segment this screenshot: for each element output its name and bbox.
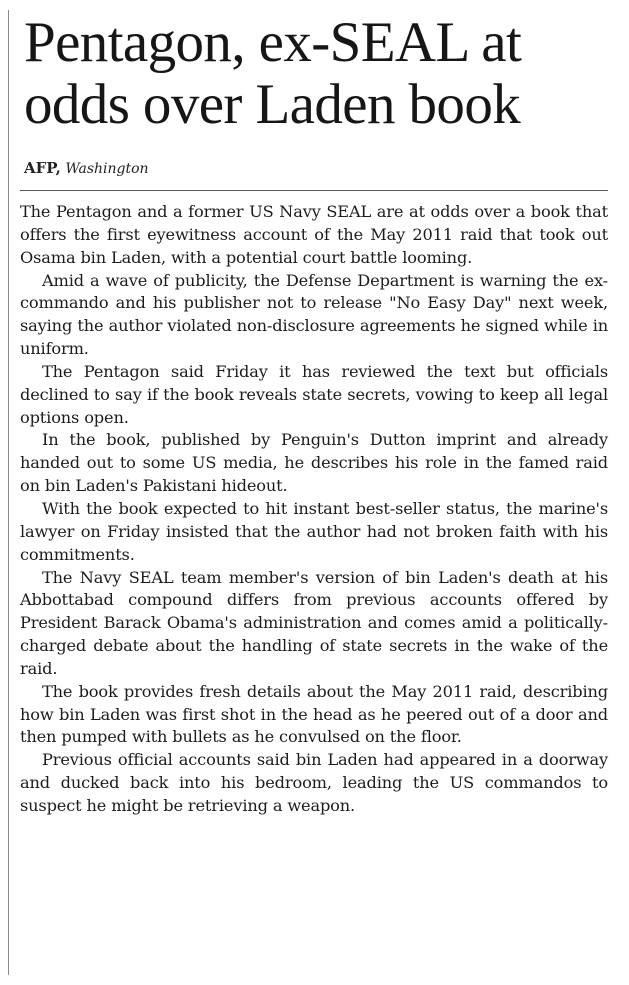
paragraph: In the book, published by Penguin's Dutton imprint and already handed out to some US media, he describes his role in the famed raid on bin Laden's Pakistani hideout.	[20, 430, 608, 496]
paragraph: With the book expected to hit instant best-seller status, the marine's lawyer on Friday insisted that the author had not broken faith with his commitments.	[20, 498, 608, 564]
dateline	[24, 159, 149, 177]
byline-divider	[20, 190, 608, 191]
agency-credit: AFP,	[24, 159, 61, 177]
paragraph: The Navy SEAL team member's version of bin Laden's death at his Abbottabad compound differs from previous accounts offered by President Barack Obama's administration and comes amid a politically-charged debate about the handling of state secrets in the wake of the raid.	[20, 567, 608, 678]
article-body	[20, 201, 608, 818]
paragraph: The Pentagon said Friday it has reviewed the text but officials declined to say if the book reveals state secrets, vowing to keep all legal options open.	[20, 361, 608, 427]
paragraph: The Pentagon and a former US Navy SEAL are at odds over a book that offers the first eyewitness account of the May 2011 raid that took out Osama bin Laden, with a potential court battle looming.	[20, 202, 608, 267]
paragraph: The book provides fresh details about the May 2011 raid, describing how bin Laden was first shot in the head as he peered out of a door and then pumped with bullets as he convulsed on the floor.	[20, 681, 608, 747]
column-divider	[8, 10, 9, 975]
paragraph: Amid a wave of publicity, the Defense Department is warning the ex-commando and his publisher not to release "No Easy Day" next week, saying the author violated non-disclosure agreements he signed while in uniform.	[20, 270, 608, 359]
dateline-location: Washington	[65, 161, 149, 177]
paragraph: Previous official accounts said bin Laden had appeared in a doorway and ducked back into his bedroom, leading the US commandos to suspect he might be retrieving a weapon.	[20, 750, 608, 815]
headline: Pentagon, ex-SEAL at odds over Laden book	[24, 11, 522, 136]
